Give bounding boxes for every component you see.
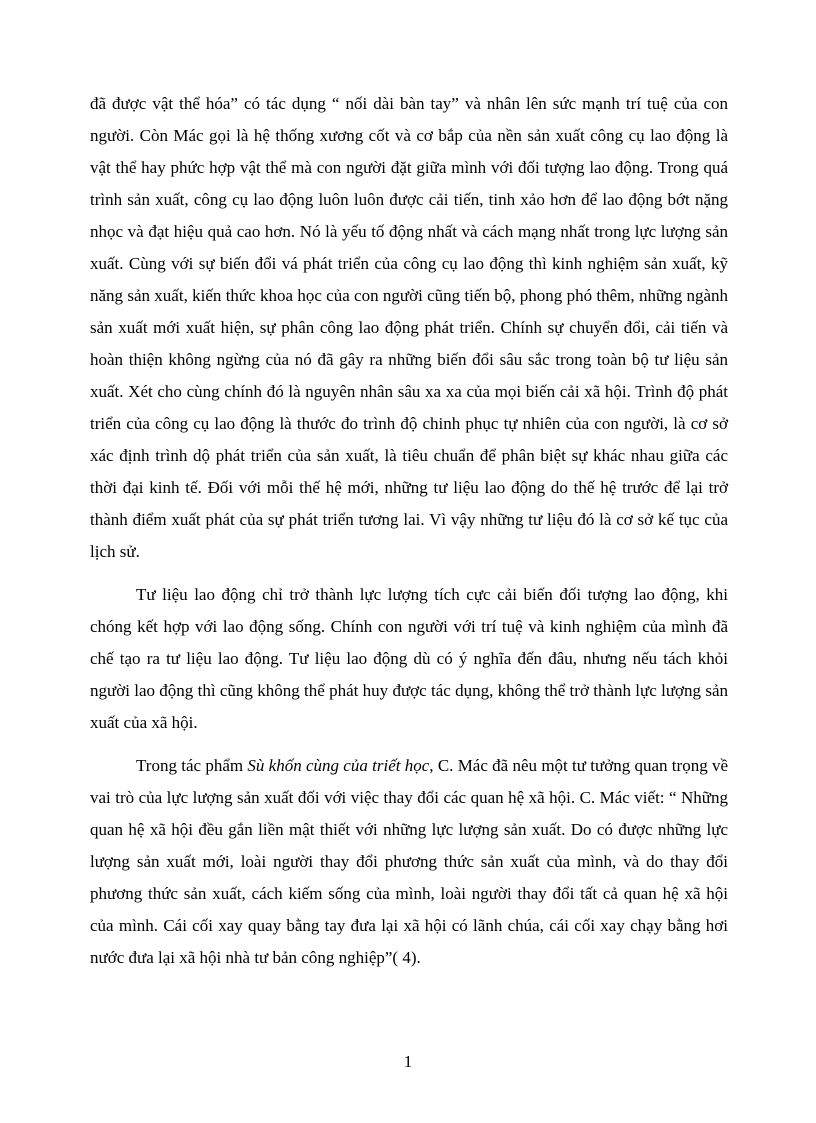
- paragraph-1: đã được vật thể hóa” có tác dụng “ nối dài bàn tay” và nhân lên sức mạnh trí tuệ của con người. Còn Mác gọi là hệ thống xương cốt và cơ bắp của nền sản xuất công cụ lao động là vật thể hay phức hợp vật thể mà con người đặt giữa mình với đối tượng lao động. Trong quá trình sản xuất, công cụ lao động luôn luôn được cải tiến, tinh xảo hơn để lao động bớt nặng nhọc và đạt hiệu quả cao hơn. Nó là yếu tố động nhất và cách mạng nhất trong lực lượng sản xuất. Cùng với sự biến đổi vá phát triển của công cụ lao động thì kinh nghiệm sản xuất, kỹ năng sản xuất, kiến thức khoa học của con người cũng tiến bộ, phong phó thêm, những ngành sản xuất mới xuất hiện, sự phân công lao động phát triển. Chính sự chuyển đổi, cải tiến và hoàn thiện không ngừng của nó đã gây ra những biến đổi sâu sắc trong toàn bộ tư liệu sản xuất. Xét cho cùng chính đó là nguyên nhân sâu xa xa của mọi biến cải xã hội. Trình độ phát triển của công cụ lao động là thước đo trình độ chinh phục tự nhiên của con người, là cơ sở xác định trình dộ phát triển của sản xuất, là tiêu chuẩn để phân biệt sự khác nhau giữa các thời đại kinh tế. Đối với mỗi thế hệ mới, những tư liệu lao động do thế hệ trước để lại trở thành điểm xuất phát của sự phát triển tương lai. Vì vậy những tư liệu đó là cơ sở kế tục của lịch sử.: [90, 94, 728, 561]
- paragraph-2: Tư liệu lao động chỉ trở thành lực lượng tích cực cải biến đối tượng lao động, khi chóng kết hợp với lao động sống. Chính con người với trí tuệ và kinh nghiệm của mình đã chế tạo ra tư liệu lao động. Tư liệu lao động dù có ý nghĩa đến đâu, nhưng nếu tách khỏi người lao động thì cũng không thể phát huy được tác dụng, không thể trở thành lực lượng sản xuất của xã hội.: [90, 585, 728, 732]
- paragraph-3: [90, 750, 728, 974]
- book-title: Sù khốn cùng của triết học: [247, 756, 430, 775]
- page-number: 1: [403, 1052, 413, 1071]
- document-body: [90, 88, 728, 985]
- paragraph-3-lead: Trong tác phẩm: [136, 756, 248, 775]
- paragraph-3-rest: , C. Mác đã nêu một tư tưởng quan trọng về vai trò của lực lượng sản xuất đối với việc thay đổi các quan hệ xã hội. C. Mác viết: “ Những quan hệ xã hội đều gắn liền mật thiết với những lực lượng sản xuất. Do có được những lực lượng sản xuất mới, loài người thay đổi phương thức sản xuất của mình, và do thay đổi phương thức sản xuất, cách kiếm sống của mình, loài người thay đổi tất cả quan hệ xã hội của mình. Cái cối xay quay bằng tay đưa lại xã hội có lãnh chúa, cái cối xay chạy bằng hơi nước đưa lại xã hội nhà tư bản công nghiệp”( 4).: [90, 756, 729, 967]
